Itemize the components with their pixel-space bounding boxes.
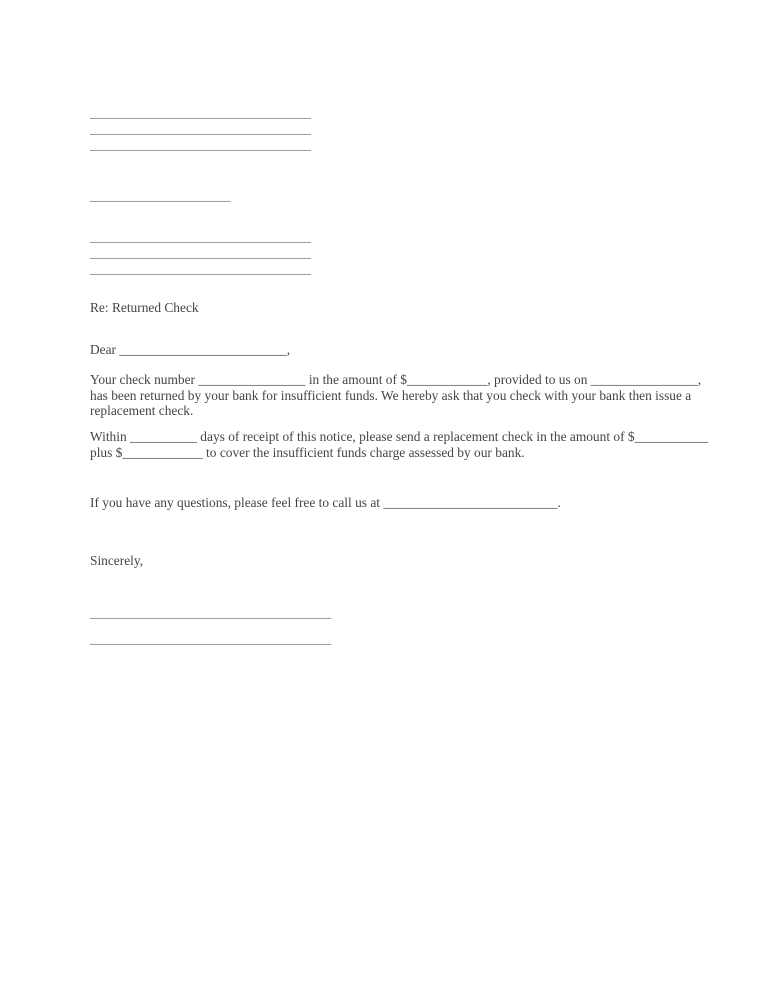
- recipient-address-line: _________________________________: [90, 261, 311, 276]
- body-paragraph-2: [90, 429, 708, 460]
- sender-address-block: [90, 105, 311, 153]
- paragraph-line: Your check number ________________ in the amount of $____________, provided to us on ________________,: [90, 372, 702, 387]
- sender-address-line: _________________________________: [90, 137, 311, 152]
- signature-line-1: ____________________________________: [90, 605, 332, 620]
- paragraph-line: has been returned by your bank for insufficient funds. We hereby ask that you check with your bank then issue a: [90, 387, 692, 403]
- recipient-address-line: _________________________________: [90, 245, 311, 260]
- paragraph-line: Within __________ days of receipt of this notice, please send a replacement check in the amount of $___________: [90, 429, 709, 444]
- paragraph-line: replacement check.: [90, 403, 194, 418]
- body-paragraph-1: [90, 372, 701, 419]
- date-blank-line: _____________________: [90, 188, 231, 203]
- signature-line-2: ____________________________________: [90, 631, 332, 646]
- subject-line: Re: Returned Check: [90, 300, 199, 315]
- recipient-address-line: _________________________________: [90, 229, 311, 244]
- sender-address-line: _________________________________: [90, 121, 311, 136]
- questions-line: If you have any questions, please feel free to call us at __________________________.: [90, 495, 561, 510]
- recipient-address-block: [90, 229, 311, 277]
- salutation: Dear _________________________,: [90, 342, 291, 357]
- sender-address-line: _________________________________: [90, 105, 311, 120]
- paragraph-line: plus $____________ to cover the insufficient funds charge assessed by our bank.: [90, 444, 525, 460]
- closing: Sincerely,: [90, 553, 144, 568]
